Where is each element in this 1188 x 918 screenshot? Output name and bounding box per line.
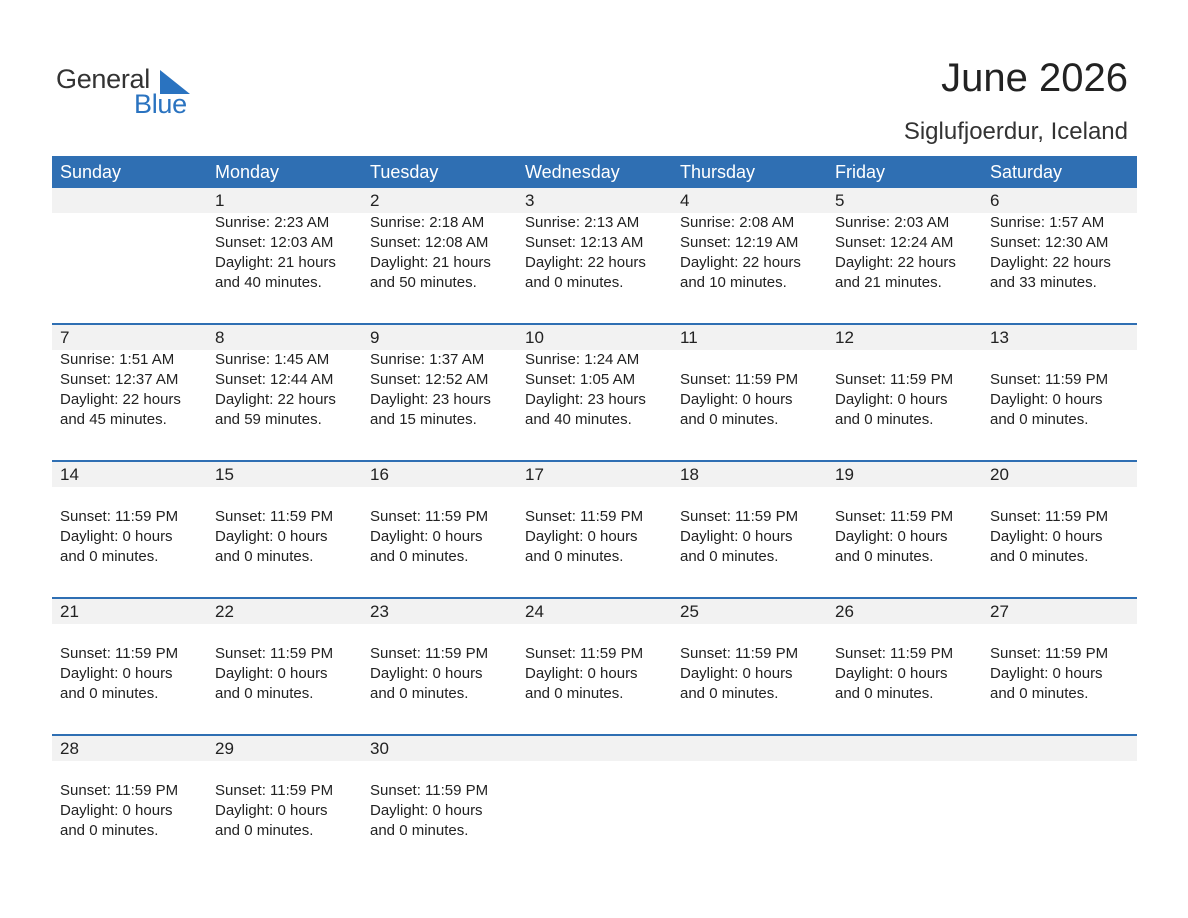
day-details <box>370 487 517 567</box>
day-number: 5 <box>835 191 845 210</box>
day-details <box>525 213 672 293</box>
sunset-text: Sunset: 11:59 PM <box>525 508 644 525</box>
day-cell <box>517 188 672 318</box>
day-details <box>370 761 517 841</box>
day-cell <box>207 736 362 866</box>
logo-text-blue: Blue <box>134 89 187 119</box>
week-row <box>52 323 1137 460</box>
day-number: 28 <box>60 739 79 758</box>
day-cell <box>827 462 982 592</box>
sunset-text: Sunset: 11:59 PM <box>680 508 799 525</box>
sunset-text: Sunset: 12:52 AM <box>370 371 489 388</box>
day-cell <box>52 325 207 455</box>
sunset-text: Sunset: 11:59 PM <box>525 645 644 662</box>
day-number: 12 <box>835 328 854 347</box>
day-cell <box>52 462 207 592</box>
daylight-text: Daylight: 0 hours <box>525 528 638 545</box>
day-cell <box>517 736 672 866</box>
week-cells <box>52 188 1137 318</box>
weekday-sunday: Sunday <box>60 162 122 182</box>
day-cell <box>207 599 362 729</box>
sunset-text: Sunset: 12:19 AM <box>680 234 799 251</box>
daylight-text: Daylight: 22 hours <box>990 254 1111 271</box>
daylight-text: Daylight: 0 hours <box>215 528 328 545</box>
weeks-container <box>52 188 1137 871</box>
daylight-text: and 0 minutes. <box>680 548 779 565</box>
day-number: 8 <box>215 328 225 347</box>
day-number: 20 <box>990 465 1009 484</box>
sunset-text: Sunset: 11:59 PM <box>60 782 179 799</box>
logo <box>56 64 206 120</box>
sunrise-empty <box>60 487 207 507</box>
calendar-location: Siglufjoerdur, Iceland <box>903 118 1128 145</box>
daylight-text: Daylight: 0 hours <box>60 665 173 682</box>
daylight-text: and 0 minutes. <box>835 411 934 428</box>
daylight-text: and 33 minutes. <box>990 274 1097 291</box>
daylight-text: and 0 minutes. <box>370 685 469 702</box>
day-cell <box>52 736 207 866</box>
sunset-text: Sunset: 12:44 AM <box>215 371 334 388</box>
day-cell <box>517 325 672 455</box>
sunrise-text: Sunrise: 2:18 AM <box>370 214 485 231</box>
sunset-text: Sunset: 11:59 PM <box>370 645 489 662</box>
day-number: 27 <box>990 602 1009 621</box>
daylight-text: and 0 minutes. <box>60 685 159 702</box>
day-details <box>215 624 362 704</box>
daylight-text: and 21 minutes. <box>835 274 942 291</box>
daylight-text: and 0 minutes. <box>680 411 779 428</box>
weekday-saturday: Saturday <box>990 162 1063 182</box>
sunset-text: Sunset: 11:59 PM <box>990 645 1109 662</box>
week-cells <box>52 325 1137 455</box>
day-cell <box>362 462 517 592</box>
day-number: 11 <box>680 328 698 347</box>
daylight-text: and 0 minutes. <box>835 685 934 702</box>
day-cell <box>827 188 982 318</box>
daylight-text: and 0 minutes. <box>525 685 624 702</box>
calendar-title: June 2026 <box>941 56 1128 100</box>
day-cell <box>362 736 517 866</box>
day-cell <box>207 325 362 455</box>
daylight-text: and 0 minutes. <box>680 685 779 702</box>
day-cell <box>827 736 982 866</box>
sunset-text: Sunset: 11:59 PM <box>370 508 489 525</box>
sunrise-empty <box>60 624 207 644</box>
calendar-grid <box>52 156 1137 871</box>
day-number: 3 <box>525 191 535 210</box>
sunrise-empty <box>60 761 207 781</box>
daylight-text: Daylight: 23 hours <box>525 391 646 408</box>
sunrise-empty <box>525 487 672 507</box>
day-number: 22 <box>215 602 234 621</box>
day-number: 1 <box>215 191 225 210</box>
daylight-text: and 0 minutes. <box>215 822 314 839</box>
day-details <box>990 350 1137 430</box>
day-details <box>370 350 517 430</box>
day-cell <box>672 599 827 729</box>
week-row <box>52 460 1137 597</box>
week-row <box>52 188 1137 323</box>
sunrise-empty <box>990 487 1137 507</box>
daylight-text: Daylight: 22 hours <box>60 391 181 408</box>
daylight-text: and 0 minutes. <box>215 685 314 702</box>
day-details <box>680 624 827 704</box>
week-cells <box>52 599 1137 729</box>
daylight-text: and 0 minutes. <box>990 685 1089 702</box>
daylight-text: and 0 minutes. <box>525 548 624 565</box>
sunset-text: Sunset: 11:59 PM <box>680 371 799 388</box>
day-cell <box>672 325 827 455</box>
daylight-text: and 10 minutes. <box>680 274 787 291</box>
sunrise-text: Sunrise: 2:03 AM <box>835 214 950 231</box>
day-details <box>215 213 362 293</box>
daylight-text: Daylight: 0 hours <box>215 802 328 819</box>
weekday-monday: Monday <box>215 162 280 182</box>
day-details <box>835 487 982 567</box>
sunrise-empty <box>990 624 1137 644</box>
daylight-text: Daylight: 23 hours <box>370 391 491 408</box>
sunset-text: Sunset: 11:59 PM <box>370 782 489 799</box>
day-number: 26 <box>835 602 854 621</box>
daylight-text: and 0 minutes. <box>370 548 469 565</box>
day-details <box>680 487 827 567</box>
sunrise-text: Sunrise: 1:51 AM <box>60 351 175 368</box>
daylight-text: Daylight: 0 hours <box>215 665 328 682</box>
sunrise-text: Sunrise: 1:37 AM <box>370 351 485 368</box>
daylight-text: and 50 minutes. <box>370 274 477 291</box>
daylight-text: Daylight: 0 hours <box>60 528 173 545</box>
daylight-text: Daylight: 21 hours <box>370 254 491 271</box>
daylight-text: and 45 minutes. <box>60 411 167 428</box>
daylight-text: Daylight: 0 hours <box>370 528 483 545</box>
sunset-text: Sunset: 12:30 AM <box>990 234 1109 251</box>
day-details <box>835 624 982 704</box>
sunset-text: Sunset: 12:08 AM <box>370 234 489 251</box>
daylight-text: and 0 minutes. <box>60 822 159 839</box>
sunset-text: Sunset: 11:59 PM <box>215 782 334 799</box>
sunrise-empty <box>370 624 517 644</box>
day-number: 24 <box>525 602 544 621</box>
day-cell <box>517 462 672 592</box>
day-details <box>215 350 362 430</box>
daylight-text: and 40 minutes. <box>525 411 632 428</box>
day-cell <box>207 188 362 318</box>
day-number: 9 <box>370 328 380 347</box>
day-details <box>60 624 207 704</box>
sunrise-empty <box>680 350 827 370</box>
day-cell <box>827 599 982 729</box>
day-details <box>835 350 982 430</box>
week-row <box>52 734 1137 871</box>
sunset-text: Sunset: 11:59 PM <box>990 371 1109 388</box>
sunset-text: Sunset: 11:59 PM <box>835 645 954 662</box>
weekday-header <box>52 156 1137 188</box>
daylight-text: and 0 minutes. <box>990 411 1089 428</box>
sunrise-text: Sunrise: 2:23 AM <box>215 214 330 231</box>
sunset-text: Sunset: 11:59 PM <box>990 508 1109 525</box>
day-details <box>990 487 1137 567</box>
daylight-text: Daylight: 0 hours <box>680 665 793 682</box>
daylight-text: Daylight: 0 hours <box>680 391 793 408</box>
day-number: 30 <box>370 739 389 758</box>
day-cell <box>362 599 517 729</box>
sunrise-text: Sunrise: 2:13 AM <box>525 214 640 231</box>
daylight-text: Daylight: 0 hours <box>680 528 793 545</box>
daylight-text: Daylight: 0 hours <box>835 528 948 545</box>
daylight-text: Daylight: 0 hours <box>990 528 1103 545</box>
daylight-text: and 0 minutes. <box>370 822 469 839</box>
day-cell <box>672 736 827 866</box>
day-number: 29 <box>215 739 234 758</box>
day-cell <box>982 325 1137 455</box>
daylight-text: Daylight: 0 hours <box>990 665 1103 682</box>
sunrise-empty <box>215 487 362 507</box>
sunrise-empty <box>215 624 362 644</box>
day-number: 19 <box>835 465 854 484</box>
daylight-text: and 0 minutes. <box>835 548 934 565</box>
daylight-text: Daylight: 22 hours <box>835 254 956 271</box>
sunrise-empty <box>835 350 982 370</box>
sunrise-text: Sunrise: 1:45 AM <box>215 351 330 368</box>
day-details <box>60 761 207 841</box>
sunrise-empty <box>680 624 827 644</box>
day-number: 16 <box>370 465 389 484</box>
sunset-text: Sunset: 11:59 PM <box>215 645 334 662</box>
daylight-text: Daylight: 0 hours <box>370 802 483 819</box>
day-cell <box>517 599 672 729</box>
daylight-text: Daylight: 0 hours <box>370 665 483 682</box>
day-details <box>370 213 517 293</box>
day-number: 4 <box>680 191 690 210</box>
daylight-text: Daylight: 0 hours <box>525 665 638 682</box>
day-cell <box>672 188 827 318</box>
sunrise-empty <box>680 487 827 507</box>
week-cells <box>52 736 1137 866</box>
day-cell <box>982 188 1137 318</box>
daylight-text: and 40 minutes. <box>215 274 322 291</box>
day-cell <box>982 599 1137 729</box>
daylight-text: Daylight: 22 hours <box>215 391 336 408</box>
sunrise-empty <box>835 487 982 507</box>
day-number: 21 <box>60 602 79 621</box>
sunrise-empty <box>990 350 1137 370</box>
day-details <box>60 487 207 567</box>
daylight-text: Daylight: 0 hours <box>835 391 948 408</box>
sunrise-empty <box>370 487 517 507</box>
sunrise-text: Sunrise: 1:57 AM <box>990 214 1105 231</box>
day-cell <box>362 325 517 455</box>
sunset-text: Sunset: 12:24 AM <box>835 234 954 251</box>
weekday-friday: Friday <box>835 162 886 182</box>
sunset-text: Sunset: 12:37 AM <box>60 371 179 388</box>
day-details <box>215 761 362 841</box>
daylight-text: and 0 minutes. <box>990 548 1089 565</box>
sunrise-empty <box>370 761 517 781</box>
daylight-text: Daylight: 0 hours <box>60 802 173 819</box>
weekday-thursday: Thursday <box>680 162 756 182</box>
day-number: 18 <box>680 465 699 484</box>
day-details <box>60 350 207 430</box>
day-cell <box>982 462 1137 592</box>
day-number: 25 <box>680 602 699 621</box>
day-details <box>835 213 982 293</box>
daylight-text: Daylight: 22 hours <box>680 254 801 271</box>
day-details <box>215 487 362 567</box>
daylight-text: and 0 minutes. <box>525 274 624 291</box>
day-number: 13 <box>990 328 1009 347</box>
week-cells <box>52 462 1137 592</box>
sunset-text: Sunset: 1:05 AM <box>525 371 636 388</box>
sunset-text: Sunset: 11:59 PM <box>215 508 334 525</box>
day-number: 7 <box>60 328 70 347</box>
sunrise-text: Sunrise: 1:24 AM <box>525 351 640 368</box>
sunset-text: Sunset: 12:13 AM <box>525 234 644 251</box>
week-row <box>52 597 1137 734</box>
daylight-text: Daylight: 21 hours <box>215 254 336 271</box>
day-number: 14 <box>60 465 79 484</box>
weekday-tuesday: Tuesday <box>370 162 439 182</box>
day-number: 17 <box>525 465 544 484</box>
day-details <box>990 624 1137 704</box>
daylight-text: and 0 minutes. <box>60 548 159 565</box>
day-number: 15 <box>215 465 234 484</box>
daylight-text: and 59 minutes. <box>215 411 322 428</box>
daylight-text: Daylight: 22 hours <box>525 254 646 271</box>
day-cell <box>207 462 362 592</box>
sunrise-empty <box>215 761 362 781</box>
day-details <box>990 213 1137 293</box>
daylight-text: Daylight: 0 hours <box>835 665 948 682</box>
day-cell <box>362 188 517 318</box>
daylight-text: and 15 minutes. <box>370 411 477 428</box>
sunset-text: Sunset: 11:59 PM <box>60 645 179 662</box>
day-number: 23 <box>370 602 389 621</box>
day-details <box>680 213 827 293</box>
day-cell <box>827 325 982 455</box>
sunrise-text: Sunrise: 2:08 AM <box>680 214 795 231</box>
daylight-text: and 0 minutes. <box>215 548 314 565</box>
sunset-text: Sunset: 11:59 PM <box>835 371 954 388</box>
sunset-text: Sunset: 12:03 AM <box>215 234 334 251</box>
day-cell <box>52 188 207 318</box>
daylight-text: Daylight: 0 hours <box>990 391 1103 408</box>
day-number: 6 <box>990 191 1000 210</box>
weekday-wednesday: Wednesday <box>525 162 620 182</box>
sunrise-empty <box>835 624 982 644</box>
logo-text-general: General <box>56 64 150 94</box>
day-number: 2 <box>370 191 380 210</box>
day-cell <box>52 599 207 729</box>
day-cell <box>982 736 1137 866</box>
day-details <box>525 624 672 704</box>
day-details <box>525 350 672 430</box>
day-details <box>525 487 672 567</box>
day-number: 10 <box>525 328 544 347</box>
sunset-text: Sunset: 11:59 PM <box>60 508 179 525</box>
day-details <box>680 350 827 430</box>
day-cell <box>672 462 827 592</box>
sunset-text: Sunset: 11:59 PM <box>680 645 799 662</box>
day-details <box>370 624 517 704</box>
sunset-text: Sunset: 11:59 PM <box>835 508 954 525</box>
sunrise-empty <box>525 624 672 644</box>
